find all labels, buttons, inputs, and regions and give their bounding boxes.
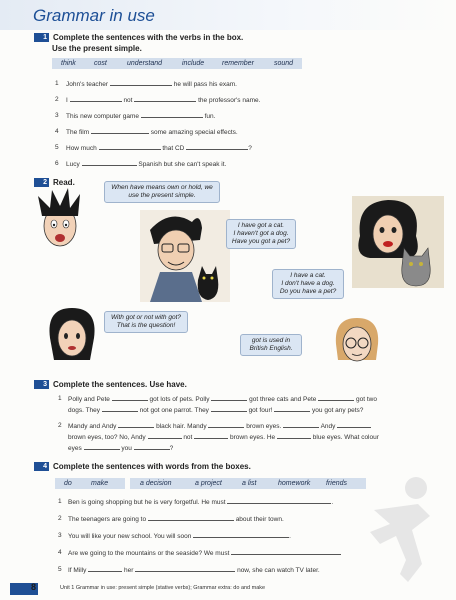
page-number: 8	[31, 582, 37, 592]
exercise-3-number: 3	[34, 380, 49, 389]
footer-unit-text: Unit 1 Grammar in use: present simple (stative verbs); Grammar extra: do and make	[60, 585, 266, 591]
answer-blank[interactable]	[99, 144, 161, 150]
speech-bubble-have: I have a cat. I don't have a dog. Do you have a pet?	[272, 269, 344, 299]
word-box-item: do	[64, 480, 72, 487]
answer-blank[interactable]	[134, 96, 196, 102]
item-number: 5	[55, 144, 59, 151]
answer-blank[interactable]	[84, 444, 120, 450]
item-number: 4	[55, 128, 59, 135]
answer-blank[interactable]	[231, 549, 341, 555]
girl-illustration	[44, 304, 100, 366]
word-box-item: homework	[278, 480, 311, 487]
speech-bubble-have-got: I have got a cat. I haven't got a dog. Have you got a pet?	[226, 219, 296, 249]
word-box-item: understand	[127, 60, 163, 67]
ex4-sentence-1: Ben is going shopping but he is very forgetful. He must .	[68, 499, 334, 506]
ex4-sentence-5: If Milly her now, she can watch TV later.	[68, 567, 320, 574]
answer-blank[interactable]	[135, 566, 235, 572]
answer-blank[interactable]	[337, 422, 371, 428]
item-number: 2	[58, 422, 62, 429]
item-number: 6	[55, 160, 59, 167]
word-box-item: include	[182, 60, 205, 67]
ex3-item-2-line-2: brown eyes, too? No, Andy not brown eyes. He blue eyes. What colour	[68, 434, 379, 441]
exercise-4-number: 4	[34, 462, 49, 471]
answer-blank[interactable]	[148, 515, 234, 521]
word-box-item: a decision	[140, 480, 172, 487]
answer-blank[interactable]	[211, 395, 247, 401]
speech-bubble-rule: When have means own or hold, we use the present simple.	[104, 181, 220, 203]
answer-blank[interactable]	[82, 160, 137, 166]
item-number: 3	[55, 112, 59, 119]
item-number: 1	[58, 395, 62, 402]
speech-bubble-question: With got or not with got? That is the question!	[104, 311, 188, 333]
answer-blank[interactable]	[277, 433, 311, 439]
ex3-item-2-line-3: eyes you ?	[68, 445, 174, 452]
answer-blank[interactable]	[194, 433, 228, 439]
word-box-item: a list	[242, 480, 257, 487]
ex1-sentence-2: I not the professor's name.	[66, 97, 261, 104]
item-number: 1	[55, 80, 59, 87]
verb-box	[52, 58, 302, 69]
girl-with-glasses-illustration	[332, 316, 382, 370]
ex1-sentence-5: How much that CD ?	[66, 145, 252, 152]
answer-blank[interactable]	[88, 566, 122, 572]
ex1-sentence-6: Lucy Spanish but she can't speak it.	[66, 161, 227, 168]
answer-blank[interactable]	[283, 422, 319, 428]
nouns-box	[130, 478, 366, 489]
answer-blank[interactable]	[110, 80, 172, 86]
exercise-4-heading	[34, 462, 251, 471]
ex3-item-1-line-2: dogs. They not got one parrot. They got four! you got any pets?	[68, 407, 364, 414]
ex3-item-1-line-1: Polly and Pete got lots of pets. Polly got three cats and Pete got two	[68, 396, 377, 403]
answer-blank[interactable]	[274, 406, 310, 412]
item-number: 4	[58, 549, 62, 556]
answer-blank[interactable]	[227, 498, 331, 504]
item-number: 3	[58, 532, 62, 539]
word-box-item: sound	[274, 60, 294, 67]
exercise-3-heading	[34, 380, 187, 389]
answer-blank[interactable]	[91, 128, 149, 134]
answer-blank[interactable]	[141, 112, 203, 118]
exercise-3-instruction: Complete the sentences. Use have.	[53, 380, 187, 389]
word-box-item: remember	[222, 60, 254, 67]
word-box-item: make	[91, 480, 109, 487]
item-number: 1	[58, 498, 62, 505]
exercise-2-instruction: Read.	[53, 178, 75, 187]
exercise-1-subinstruction: Use the present simple.	[52, 44, 142, 53]
answer-blank[interactable]	[211, 406, 247, 412]
ex4-sentence-2: The teenagers are going to about their town.	[68, 516, 284, 523]
answer-blank[interactable]	[193, 532, 289, 538]
ex4-sentence-4: Are we going to the mountains or the seaside? We must	[68, 549, 341, 557]
exercise-2-number: 2	[34, 178, 49, 187]
word-box-item: cost	[94, 60, 107, 67]
answer-blank[interactable]	[318, 395, 354, 401]
answer-blank[interactable]	[70, 96, 122, 102]
ex1-sentence-4: The film some amazing special effects.	[66, 129, 238, 136]
answer-blank[interactable]	[148, 433, 182, 439]
exercise-1-heading	[34, 33, 243, 42]
item-number: 2	[58, 515, 62, 522]
answer-blank[interactable]	[134, 444, 170, 450]
exercise-1-instruction: Complete the sentences with the verbs in the box.	[53, 33, 244, 42]
page-title: Grammar in use	[33, 6, 155, 25]
exercise-4-instruction: Complete the sentences with words from the boxes.	[53, 462, 251, 471]
speech-bubble-british: got is used in British English.	[240, 334, 302, 356]
answer-blank[interactable]	[112, 395, 148, 401]
word-box-item: think	[61, 60, 76, 67]
word-box-item: friends	[326, 480, 348, 487]
exercise-1-number: 1	[34, 33, 49, 42]
word-box-item: a project	[195, 480, 222, 487]
ex1-sentence-1: John's teacher he will pass his exam.	[66, 81, 237, 88]
ex1-sentence-3: This new computer game fun.	[66, 113, 216, 120]
woman-with-cat-illustration	[352, 196, 444, 288]
answer-blank[interactable]	[118, 422, 154, 428]
ex3-item-2-line-1: Mandy and Andy black hair. Mandy brown eyes. Andy	[68, 422, 371, 430]
item-number: 5	[58, 566, 62, 573]
do-make-box	[55, 478, 125, 489]
answer-blank[interactable]	[102, 406, 138, 412]
item-number: 2	[55, 96, 59, 103]
boy-illustration	[30, 186, 90, 258]
teacher-with-cat-illustration	[140, 210, 230, 302]
ex4-sentence-3: You will like your new school. You will soon .	[68, 533, 291, 540]
answer-blank[interactable]	[208, 422, 244, 428]
running-figure-watermark	[360, 474, 444, 586]
answer-blank[interactable]	[186, 144, 248, 150]
